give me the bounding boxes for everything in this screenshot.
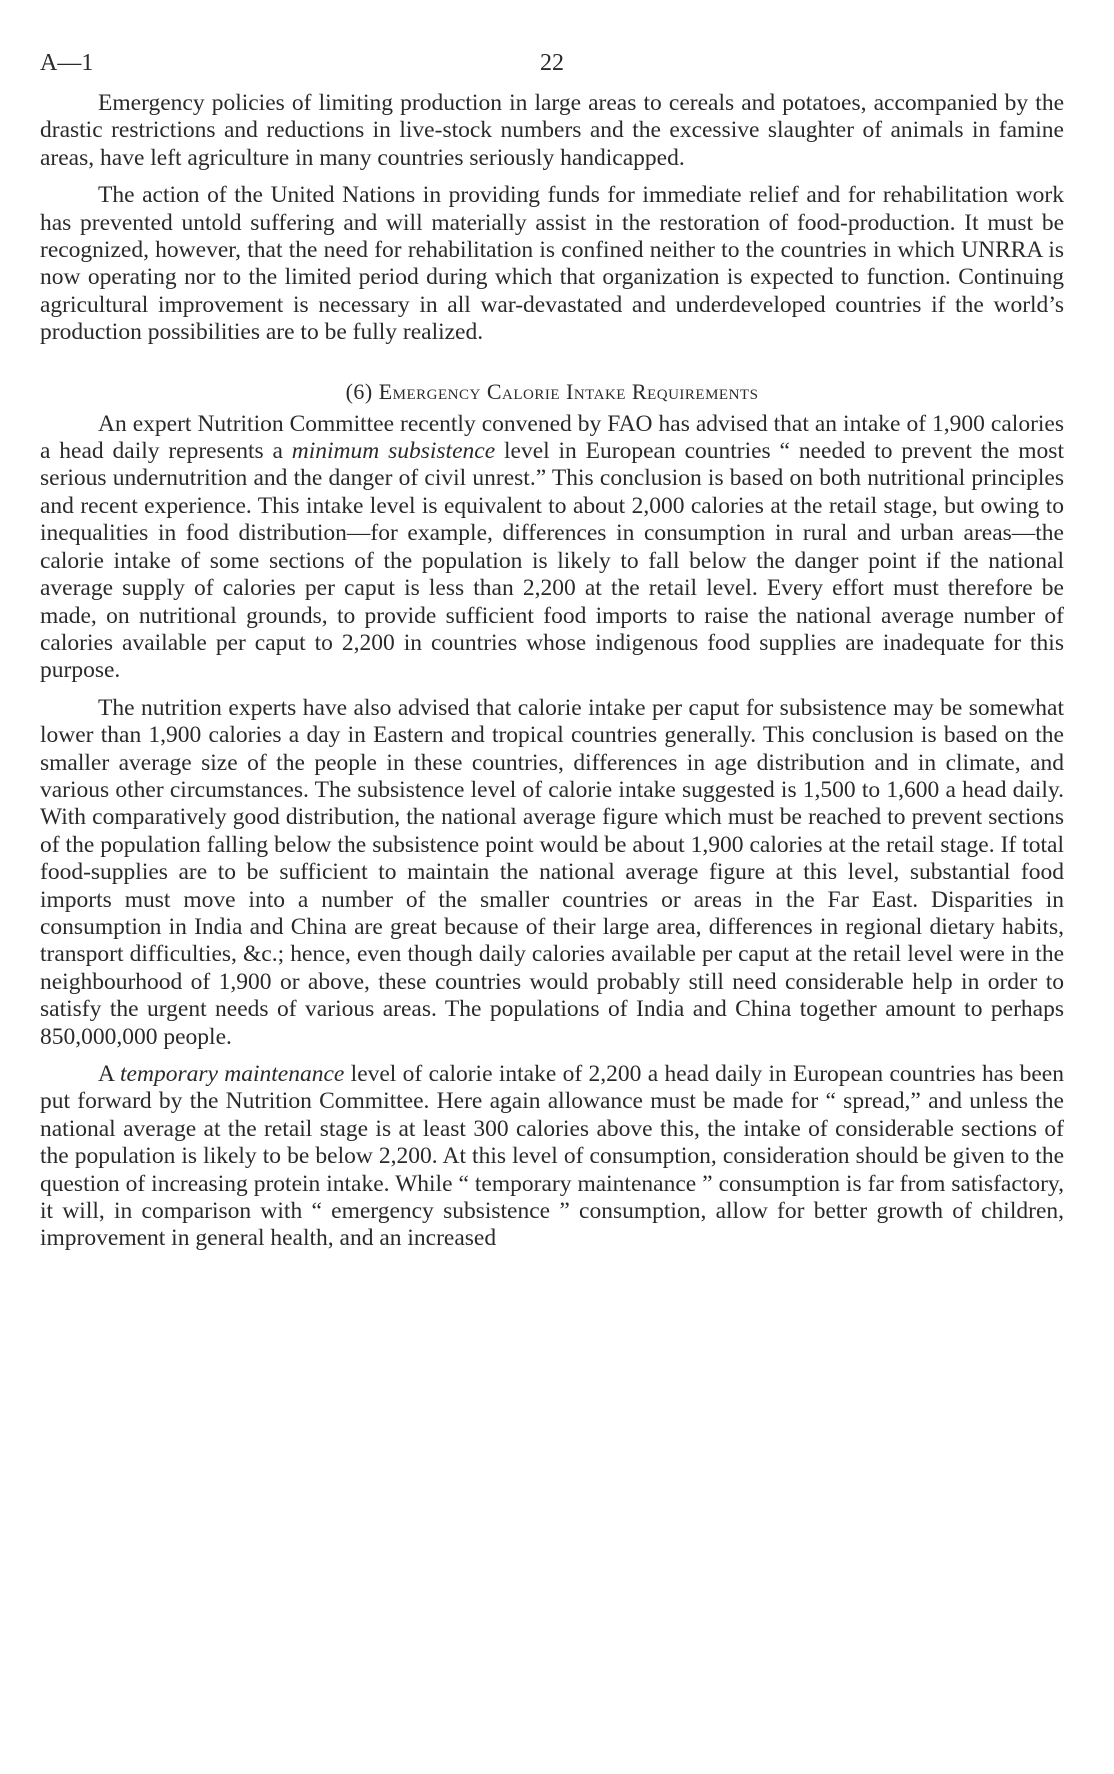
paragraph-minimum-subsistence xyxy=(40,411,1064,685)
emphasis-temporary-maintenance: temporary maintenance xyxy=(120,1061,345,1087)
paragraph-eastern-countries: The nutrition experts have also advised that calorie intake per caput for subsistence may be somewhat lower than 1,900 calories a day in Eastern and tropical countries generally. This conclusion is based on the smaller average size of the people in these countries, differences in age distribution and in climate, and various other circumstances. The subsistence level of calorie intake suggested is 1,500 to 1,600 a head daily. With comparatively good distribution, the national average figure which must be reached to prevent sections of the population falling below the subsistence point would be about 1,900 calories at the retail stage. If total food-supplies are to be sufficient to maintain the national average figure at this level, substantial food imports must move into a number of the smaller countries or areas in the Far East. Disparities in consumption in India and China are great because of their large area, differences in regional dietary habits, transport difficulties, &c.; hence, even though daily calories available per caput at the retail level were in the neighbourhood of 1,900 or above, these countries would probably still need considerable help in order to satisfy the urgent needs of various areas. The populations of India and China together amount to perhaps 850,000,000 people. xyxy=(40,694,1064,1050)
document-page xyxy=(40,50,1064,1253)
paragraph-united-nations-action: The action of the United Nations in providing funds for immediate relief and for rehabilitation work has prevented untold suffering and will materially assist in the restoration of food-production. It must be recognized, however, that the need for rehabilitation is confined neither to the countries in which UNRRA is now operating nor to the limited period during which that organization is expected to function. Continuing agricultural improvement is necessary in all war-devastated and underdeveloped countries if the world’s production possibilities are to be fully realized. xyxy=(40,182,1064,346)
paragraph-text: level of calorie intake of 2,200 a head daily in European countries has been put forward by the Nutrition Committee. Here again allowance must be made for “ spread,” and unless the national average at the retail stage is at least 300 calories above this, the intake of considerable sections of the population is likely to be below 2,200. At this level of consumption, consideration should be given to the question of increasing protein intake. While “ temporary maintenance ” consumption is far from satisfactory, it will, in comparison with “ emergency subsistence ” consumption, allow for better growth of children, improvement in general health, and an increased xyxy=(40,1061,1064,1252)
section-heading: (6) Emergency Calorie Intake Requirements xyxy=(345,378,759,404)
paragraph-temporary-maintenance xyxy=(40,1061,1064,1253)
paragraph-text: level in European countries “ needed to prevent the most serious undernutrition and the danger of civil unrest.” This conclusion is based on both nutritional principles and recent experience. This intake level is equivalent to about 2,000 calories at the retail stage, but owing to inequalities in food distribution—for example, differences in consumption in rural and urban areas—the calorie intake of some sections of the population is likely to fall below the danger point if the national average supply of calories per caput is less than 2,200 at the retail level. Every effort must therefore be made, on nutritional grounds, to provide sufficient food imports to raise the national average number of calories available per caput to 2,200 in countries whose indigenous food supplies are inadequate for this purpose. xyxy=(40,438,1064,684)
emphasis-minimum-subsistence: minimum subsistence xyxy=(291,438,496,465)
paragraph-text: A xyxy=(98,1061,121,1087)
paragraph-agriculture-handicap: Emergency policies of limiting production in large areas to cereals and potatoes, accompanied by the drastic restrictions and reductions in live-stock numbers and the excessive slaughter of animals in famine areas, have left agriculture in many countries seriously handicapped. xyxy=(40,90,1064,171)
page-header xyxy=(40,50,1064,90)
paragraph-text: An expert Nutrition Committee recently convened by FAO has advised that an intake of 1,900 calories a head daily represents a xyxy=(40,410,1064,465)
page-number: 22 xyxy=(540,50,564,76)
page-reference: A—1 xyxy=(40,50,94,76)
